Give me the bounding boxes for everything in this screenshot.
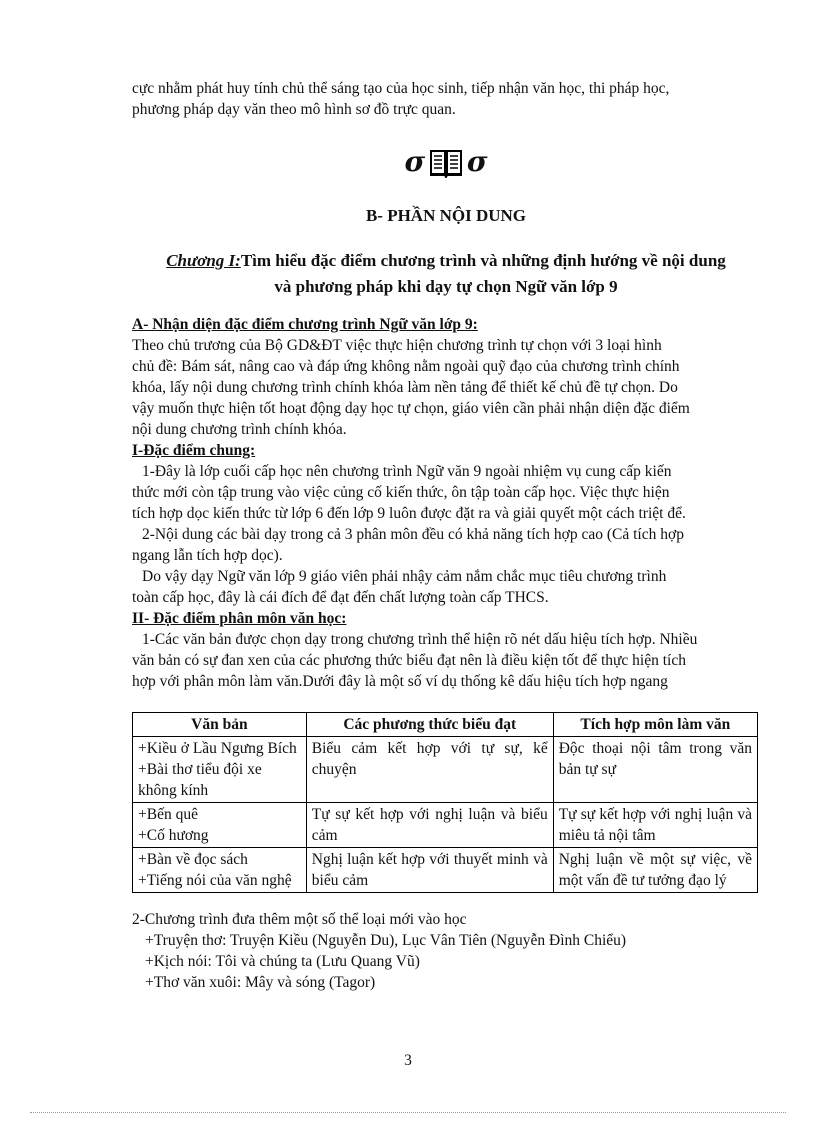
section-a-line-2: chủ đề: Bám sát, nâng cao và đáp ứng không nằm ngoài quỹ đạo của chương trình chính	[132, 358, 680, 375]
new-genres-section	[132, 909, 760, 993]
page-content	[132, 78, 760, 993]
section-1-line-7: toàn cấp học, đây là cái đích để đạt đến chất lượng toàn cấp THCS.	[132, 589, 549, 606]
table-cell-integration: Tự sự kết hợp với nghị luận và miêu tả nội tâm	[553, 803, 757, 848]
integration-table	[132, 712, 758, 893]
section-1-line-6: Do vậy dạy Ngữ văn lớp 9 giáo viên phải nhậy cảm nắm chắc mục tiêu chương trình	[142, 568, 667, 585]
chapter-label: Chương I:	[166, 251, 241, 270]
chapter-title-line-2: và phương pháp khi dạy tự chọn Ngữ văn lớp 9	[274, 277, 618, 296]
section-a	[132, 314, 760, 440]
section-1-line-5: ngang lẫn tích hợp dọc).	[132, 547, 283, 564]
table-row	[133, 737, 758, 803]
section-1-line-2: thức mới còn tập trung vào việc củng cố kiến thức, ôn tập toàn cấp học. Việc thực hiện	[132, 484, 670, 501]
section-2-line-3: hợp với phân môn làm văn.Dưới đây là một số ví dụ thống kê dấu hiệu tích hợp ngang	[132, 673, 668, 690]
table-header-cell: Văn bản	[133, 713, 307, 737]
chapter-title-line-1	[132, 248, 760, 274]
section-1-line-3: tích hợp dọc kiến thức từ lớp 6 đến lớp 9 luôn được đặt ra và giải quyết một cách triệt để.	[132, 505, 686, 522]
table-header-cell: Tích hợp môn làm văn	[553, 713, 757, 737]
table-row	[133, 848, 758, 893]
table-cell-texts: +Bàn về đọc sách +Tiếng nói của văn nghệ	[133, 848, 307, 893]
chapter-title	[132, 248, 760, 300]
section-a-line-5: nội dung chương trình chính khóa.	[132, 421, 347, 438]
table-row	[133, 803, 758, 848]
section-1-line-4: 2-Nội dung các bài dạy trong cả 3 phân môn đều có khả năng tích hợp cao (Cả tích hợp	[142, 526, 684, 543]
section-a-line-3: khóa, lấy nội dung chương trình chính khóa làm nền tảng để thiết kế chủ đề tự chọn. Do	[132, 379, 678, 396]
section-1-heading: I-Đặc điểm chung:	[132, 442, 256, 459]
ornament-left: σ	[404, 145, 426, 179]
table-cell-methods: Biểu cảm kết hợp với tự sự, kể chuyện	[306, 737, 553, 803]
section-2-heading: II- Đặc điểm phân môn văn học:	[132, 610, 347, 627]
ornament-divider	[132, 142, 760, 182]
page-bottom-divider	[30, 1112, 786, 1113]
page-number: 3	[404, 1052, 412, 1069]
part-title: B- PHẦN NỘI DUNG	[365, 206, 527, 225]
table-cell-texts: +Bến quê +Cố hương	[133, 803, 307, 848]
chapter-title-text: Tìm hiểu đặc điểm chương trình và những định hướng về nội dung	[240, 251, 726, 270]
section-1-line-1: 1-Đây là lớp cuối cấp học nên chương trình Ngữ văn 9 ngoài nhiệm vụ cung cấp kiến	[142, 463, 672, 480]
table-cell-integration: Nghị luận về một sự việc, về một vấn đề tư tưởng đạo lý	[553, 848, 757, 893]
section-2-line-2: văn bản có sự đan xen của các phương thức biểu đạt nên là điều kiện tốt để thực hiện tích	[132, 652, 686, 669]
ornament-right: σ	[466, 145, 488, 179]
open-book-icon	[429, 142, 463, 182]
table-cell-methods: Nghị luận kết hợp với thuyết minh và biểu cảm	[306, 848, 553, 893]
section-2-line-1: 1-Các văn bản được chọn dạy trong chương trình thể hiện rõ nét dấu hiệu tích hợp. Nhiều	[142, 631, 698, 648]
table-cell-integration: Độc thoại nội tâm trong văn bản tự sự	[553, 737, 757, 803]
section-a-line-1: Theo chủ trương của Bộ GD&ĐT việc thực hiện chương trình tự chọn với 3 loại hình	[132, 337, 662, 354]
table-cell-methods: Tự sự kết hợp với nghị luận và biểu cảm	[306, 803, 553, 848]
table-cell-texts: +Kiều ở Lầu Ngưng Bích +Bài thơ tiểu đội xe không kính	[133, 737, 307, 803]
new-genres-intro: 2-Chương trình đưa thêm một số thể loại mới vào học	[132, 911, 467, 928]
section-a-line-4: vậy muốn thực hiện tốt hoạt động dạy học tự chọn, giáo viên cần phải nhận diện đặc điểm	[132, 400, 690, 417]
section-a-heading: A- Nhận diện đặc điểm chương trình Ngữ văn lớp 9:	[132, 316, 478, 333]
new-genre-item: +Truyện thơ: Truyện Kiều (Nguyễn Du), Lục Vân Tiên (Nguyễn Đình Chiểu)	[145, 932, 627, 949]
new-genre-item: +Thơ văn xuôi: Mây và sóng (Tagor)	[145, 974, 376, 991]
intro-line-1: cực nhằm phát huy tính chủ thể sáng tạo của học sinh, tiếp nhận văn học, thi pháp học,	[132, 80, 670, 97]
section-1	[132, 440, 760, 608]
section-2	[132, 608, 760, 692]
table-header-row	[133, 713, 758, 737]
new-genre-item: +Kịch nói: Tôi và chúng ta (Lưu Quang Vũ)	[145, 953, 420, 970]
table-header-cell: Các phương thức biểu đạt	[306, 713, 553, 737]
intro-line-2: phương pháp dạy văn theo mô hình sơ đồ trực quan.	[132, 101, 456, 118]
